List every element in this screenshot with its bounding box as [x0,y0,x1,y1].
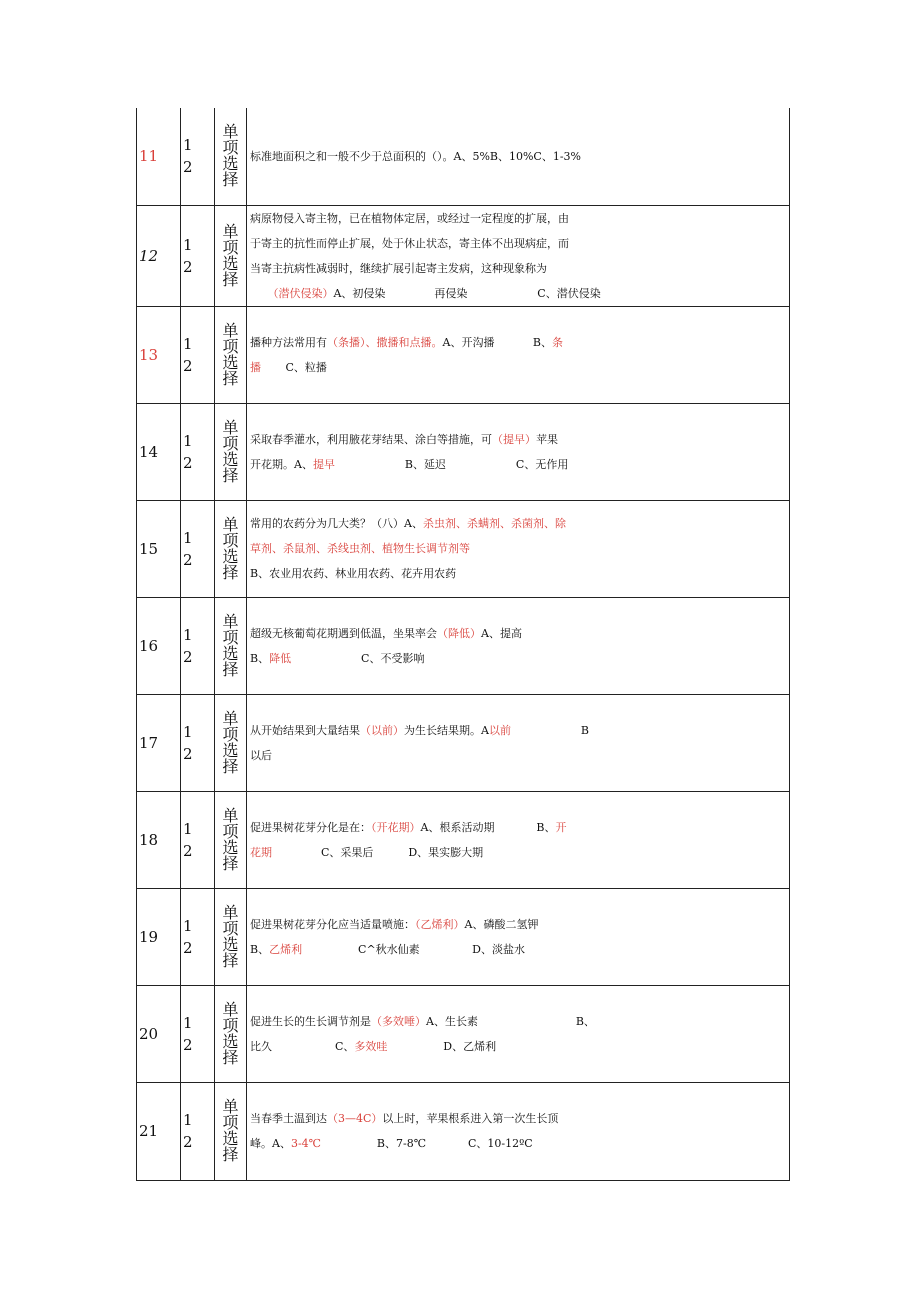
question-text [247,791,790,888]
question-type-char: 单 [222,122,239,142]
question-type-char: 项 [222,918,239,938]
question-line [250,206,787,231]
question-segment: 开花期。A、 [250,457,313,471]
question-type-char: 择 [222,1145,239,1164]
question-type-char: 选 [222,1129,239,1148]
question-row [137,597,790,694]
question-type-char: 选 [222,352,239,372]
question-type-char: 择 [222,756,239,776]
question-type-char: 项 [222,1015,239,1035]
question-type-char: 单 [222,320,239,340]
question-type-char: 项 [222,530,239,550]
question-type-char: 择 [222,170,239,190]
points-digit: 1 [183,136,193,155]
question-points [181,306,215,403]
points-digit: 1 [183,528,193,547]
question-segment: A、生长素 B、 [426,1014,595,1028]
question-type-char: 选 [222,154,239,174]
question-number [137,791,181,888]
question-segment: 峰。A、 [250,1137,291,1150]
question-type-char: 单 [222,805,239,825]
question-number-text: 12 [139,246,159,265]
question-line [250,231,787,256]
question-table [136,108,790,1181]
question-text [247,306,790,403]
question-type-char: 择 [222,368,239,388]
question-row [137,888,790,985]
question-segment: 比久 C、 [250,1039,355,1053]
question-type-char: 择 [222,269,239,289]
question-number-text: 13 [139,345,159,364]
question-segment: 促进生长的生长调节剂是 [250,1014,371,1028]
answer-highlight: （以前） [360,723,404,737]
question-line [250,646,787,671]
answer-highlight: 杀虫剂、杀螨剂、杀菌剂、除 [422,517,566,530]
question-type-char: 选 [222,643,239,663]
question-row [137,403,790,500]
question-points [181,791,215,888]
question-type [215,597,247,694]
question-row [137,694,790,791]
question-line [250,452,787,477]
question-segment: 于寄主的抗性而停止扩展，处于休止状态，寄主体不出现病症，而 [250,236,569,250]
question-line [250,815,787,840]
question-segment: C^秋水仙素 D、淡盐水 [302,942,525,956]
question-type-char: 单 [222,1097,239,1116]
question-segment: 以后 [250,748,272,762]
answer-highlight: 多效哇 [354,1039,388,1053]
question-text [247,205,790,306]
question-type-char: 单 [222,902,239,922]
question-segment: B、延迟 C、无作用 [334,457,569,471]
question-type-char: 项 [222,724,239,744]
answer-highlight: （多效唾） [371,1014,426,1028]
question-number [137,403,181,500]
answer-highlight: （条播）、撒播和点播。 [327,335,443,349]
question-number-text: 16 [139,636,159,655]
points-digit: 2 [183,550,193,569]
points-digit: 2 [183,938,193,957]
question-type-char: 项 [222,627,239,647]
question-segment: 苹果 [536,432,558,446]
question-number [137,985,181,1082]
question-number-text: 18 [139,830,159,849]
question-segment: 为生长结果期。A [404,723,489,737]
question-segment: 促进果树花芽分化是在： [250,820,371,834]
question-number-text: 21 [139,1122,159,1140]
question-row [137,791,790,888]
points-digit: 2 [183,356,193,375]
question-points [181,403,215,500]
question-line [250,912,787,937]
question-segment: 以上时，苹果根系进入第一次生长顶 [382,1112,559,1125]
question-number-text: 20 [139,1024,159,1043]
question-number [137,597,181,694]
question-type-char: 项 [222,1113,239,1132]
question-line [250,561,787,586]
question-segment: B、7-8℃ C、10-12ºC [320,1137,533,1150]
points-digit: 2 [183,1035,193,1054]
question-type-char: 单 [222,514,239,534]
question-points [181,985,215,1082]
question-number-text: 15 [139,539,159,558]
question-segment: A、初侵染 再侵染 C、潜伏侵染 [333,286,601,300]
question-type-char: 单 [222,417,239,437]
question-segment: 病原物侵入寄主物，已在植物体定居，或经过一定程度的扩展，由 [250,211,569,225]
question-type [215,108,247,205]
question-segment: 采取春季灌水，利用腋花芽结果、涂白等措施，可 [250,432,492,446]
question-type-char: 择 [222,950,239,970]
question-number [137,306,181,403]
question-row [137,1082,790,1180]
question-line [250,281,787,306]
question-segment [250,287,267,300]
question-type-char: 单 [222,611,239,631]
points-digit: 2 [183,453,193,472]
question-type-char: 选 [222,934,239,954]
question-table-container [136,108,790,1181]
question-rows [137,108,790,1180]
question-number [137,108,181,205]
answer-highlight: 条 [552,335,563,349]
question-text [247,500,790,597]
answer-highlight: （潜伏侵染） [267,286,334,300]
question-segment: 常用的农药分为几大类？（八）A、 [250,517,423,530]
answer-highlight: 乙烯利 [269,942,303,956]
question-type [215,306,247,403]
answer-highlight: 以前 [488,723,511,737]
question-segment: 当春季土温到达 [250,1112,327,1125]
question-points [181,1082,215,1180]
question-points [181,694,215,791]
question-type-char: 项 [222,433,239,453]
question-number-text: 17 [139,733,159,752]
question-segment: D、乙烯利 [387,1039,497,1053]
question-line [250,718,787,743]
question-segment: 从开始结果到大量结果 [250,723,360,737]
question-text [247,403,790,500]
question-type [215,694,247,791]
points-digit: 1 [183,625,193,644]
points-digit: 1 [183,819,193,838]
question-segment: 超级无核葡萄花期遇到低温，坐果率会 [250,626,437,640]
answer-highlight: （提早） [492,432,536,446]
question-type-char: 项 [222,237,239,257]
question-type [215,403,247,500]
answer-highlight: 播 [250,360,261,374]
question-line [250,743,787,768]
answer-highlight: 花期 [250,845,272,859]
question-number-text: 14 [139,442,159,461]
question-type-char: 选 [222,740,239,760]
question-type [215,985,247,1082]
question-segment: A、提高 [481,626,522,640]
answer-highlight: （降低） [437,626,481,640]
question-line [250,937,787,962]
question-line [250,536,787,561]
question-type-char: 单 [222,999,239,1019]
points-digit: 1 [183,235,193,254]
question-type-char: 选 [222,253,239,273]
question-line [250,144,787,169]
question-segment: 标准地面积之和一般不少于总面积的（）。A、5%B、10%C、1-3% [250,149,582,163]
answer-highlight: 草剂、杀鼠剂、杀线虫剂、植物生长调节剂等 [250,542,470,555]
question-type-char: 择 [222,1047,239,1067]
question-segment: 当寄主抗病性减弱时，继续扩展引起寄主发病，这种现象称为 [250,261,547,275]
question-segment: 促进果树花芽分化应当适量喷施： [250,917,415,931]
answer-highlight: 开 [555,820,567,834]
question-segment: C、不受影响 [291,651,425,665]
question-number [137,205,181,306]
question-type [215,888,247,985]
question-line [250,1034,787,1059]
question-line [250,1131,787,1156]
question-type-char: 项 [222,336,239,356]
points-digit: 1 [183,722,193,741]
question-row [137,205,790,306]
points-digit: 2 [183,744,193,763]
question-type-char: 项 [222,821,239,841]
question-type-char: 项 [222,138,239,158]
question-number [137,694,181,791]
points-digit: 1 [183,1013,193,1032]
question-type [215,205,247,306]
question-text [247,108,790,205]
points-digit: 1 [183,334,193,353]
question-text [247,985,790,1082]
answer-highlight: 降低 [269,651,292,665]
question-segment: A、磷酸二氢钾 [464,917,539,931]
question-type-char: 选 [222,546,239,566]
points-digit: 1 [183,431,193,450]
question-row [137,500,790,597]
question-type [215,1082,247,1180]
question-segment: A、开沟播 B、 [442,335,552,349]
answer-highlight: 提早 [312,457,335,471]
question-line [250,621,787,646]
points-digit: 1 [183,916,193,935]
question-row [137,985,790,1082]
question-text [247,597,790,694]
question-text [247,1082,790,1180]
question-type-char: 择 [222,465,239,485]
answer-highlight: 3-4℃ [290,1137,321,1150]
question-type-char: 择 [222,659,239,679]
question-type-char: 选 [222,449,239,469]
question-segment: B、 [250,942,270,956]
points-digit: 2 [183,647,193,666]
question-type-char: 择 [222,562,239,582]
question-line [250,1009,787,1034]
answer-highlight: （开花期） [371,820,421,834]
question-type-char: 单 [222,708,239,728]
question-line [250,256,787,281]
question-text [247,694,790,791]
points-digit: 1 [183,1111,193,1129]
question-segment: A、根系活动期 B、 [420,820,556,834]
question-segment: B、 [250,651,270,665]
question-line [250,511,787,536]
question-line [250,355,787,380]
question-points [181,500,215,597]
question-segment: 播种方法常用有 [250,335,327,349]
question-line [250,427,787,452]
question-number-text: 11 [139,147,159,166]
question-segment: B、农业用农药、林业用农药、花卉用农药 [250,567,457,580]
question-row [137,108,790,205]
question-points [181,205,215,306]
points-digit: 2 [183,158,193,177]
points-digit: 2 [183,257,193,276]
question-line [250,1106,787,1131]
question-segment: B [510,723,589,737]
question-type-char: 选 [222,837,239,857]
question-segment: C、粒播 [261,360,327,374]
question-number [137,500,181,597]
question-number-text: 19 [139,927,159,946]
question-points [181,888,215,985]
question-points [181,597,215,694]
question-segment: C、采果后 D、果实膨大期 [272,845,484,859]
question-type [215,500,247,597]
points-digit: 2 [183,841,193,860]
answer-highlight: （3—4C） [327,1112,383,1125]
question-points [181,108,215,205]
question-row [137,306,790,403]
question-number [137,1082,181,1180]
question-type [215,791,247,888]
question-number [137,888,181,985]
question-line [250,840,787,865]
question-line [250,330,787,355]
question-text [247,888,790,985]
question-type-char: 选 [222,1031,239,1051]
question-type-char: 择 [222,853,239,873]
answer-highlight: （乙烯利） [415,917,465,931]
question-type-char: 单 [222,221,239,241]
points-digit: 2 [183,1133,193,1151]
